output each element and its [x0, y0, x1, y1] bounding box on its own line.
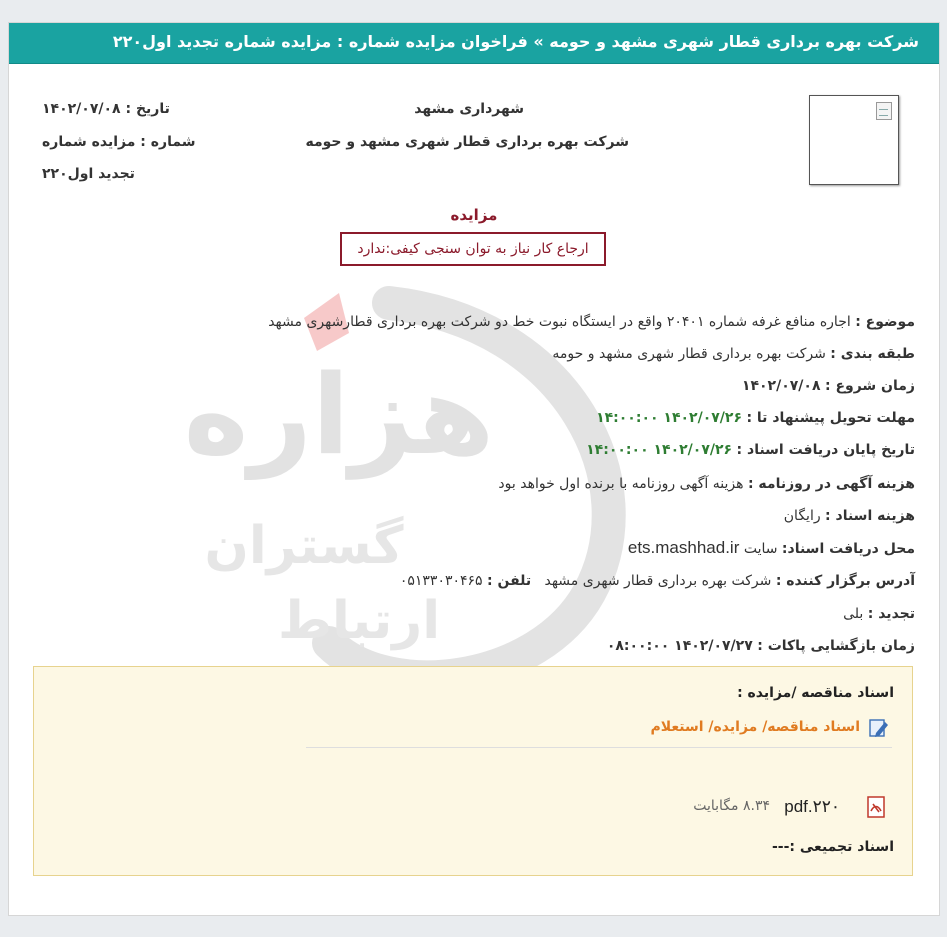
- divider: [306, 747, 892, 748]
- documents-link[interactable]: اسناد مناقصه/ مزایده/ استعلام: [650, 719, 860, 735]
- address-value: شرکت بهره برداری قطار شهری مشهد: [544, 573, 772, 589]
- logo-image: [809, 95, 899, 185]
- category-row: [552, 346, 915, 362]
- tender-page: [8, 22, 940, 916]
- renewal-label: تجدید :: [867, 606, 915, 622]
- deadline-label: مهلت تحویل پیشنهاد تا :: [746, 410, 915, 426]
- doc-place-row: [628, 538, 915, 558]
- pdf-file-icon[interactable]: [866, 796, 886, 818]
- start-label: زمان شروع :: [824, 378, 915, 394]
- ad-cost-value: هزینه آگهی روزنامه با برنده اول خواهد بود: [498, 476, 744, 492]
- doc-cost-row: [784, 508, 915, 524]
- doc-end-value: ۱۴۰۲/۰۷/۲۶ ۱۴:۰۰:۰۰: [586, 442, 733, 458]
- doc-cost-label: هزینه اسناد :: [825, 508, 915, 524]
- opening-row: [607, 638, 915, 654]
- doc-site-link[interactable]: ets.mashhad.ir: [627, 538, 740, 557]
- renewal-value: بلی: [843, 606, 864, 622]
- category-label: طبقه بندی :: [830, 346, 915, 362]
- doc-cost-value: رایگان: [783, 508, 821, 524]
- doc-end-row: [586, 442, 915, 458]
- watermark-brand-sub2: ارتباط: [277, 591, 441, 651]
- edit-pencil-icon[interactable]: [868, 717, 890, 739]
- title-bar: [9, 23, 939, 64]
- company-name: شرکت بهره برداری قطار شهری مشهد و حومه: [305, 134, 629, 150]
- ad-cost-label: هزینه آگهی در روزنامه :: [747, 476, 915, 492]
- doc-place-value: سایت: [743, 541, 778, 557]
- deadline-value: ۱۴۰۲/۰۷/۲۶ ۱۴:۰۰:۰۰: [596, 410, 742, 426]
- assessment-box: ارجاع کار نیاز به توان سنجی کیفی:ندارد: [340, 232, 606, 266]
- number-line-cont: تجدید اول۲۲۰: [42, 166, 135, 182]
- subject-value: اجاره منافع غرفه شماره ۲۰۴۰۱ واقع در ایستگاه نبوت خط دو شرکت بهره برداری قطارشهری مشهد: [268, 314, 851, 330]
- category-value: شرکت بهره برداری قطار شهری مشهد و حومه: [552, 346, 826, 362]
- subject-label: موضوع :: [855, 314, 915, 330]
- pdf-file-link[interactable]: pdf.۲۲۰: [784, 797, 840, 816]
- documents-box: [33, 666, 913, 876]
- watermark-logo: [89, 263, 649, 723]
- phone-label: تلفن :: [487, 573, 532, 589]
- page-title: شرکت بهره برداری قطار شهری مشهد و حومه » فراخوان مزایده شماره : مزایده شماره تجدید اول۲۲۰: [112, 32, 919, 51]
- phone-value: ۰۵۱۳۳۰۳۰۴۶۵: [399, 573, 483, 589]
- renewal-row: [843, 606, 915, 622]
- broken-image-icon: [876, 102, 892, 120]
- doc-end-label: تاریخ پایان دریافت اسناد :: [736, 442, 915, 458]
- subject-row: [268, 314, 915, 330]
- watermark-brand-main: هزاره: [183, 351, 495, 479]
- number-line: شماره : مزایده شماره: [42, 134, 196, 150]
- org-name: شهرداری مشهد: [414, 101, 524, 117]
- bundle-documents: اسناد تجمیعی :---: [771, 839, 894, 855]
- pdf-file-size: ۸.۳۴ مگابایت: [693, 798, 770, 814]
- start-value: ۱۴۰۲/۰۷/۰۸: [741, 378, 821, 394]
- doc-place-label: محل دریافت اسناد:: [781, 541, 915, 557]
- auction-title: مزایده: [450, 206, 498, 224]
- opening-value: ۱۴۰۲/۰۷/۲۷ ۰۸:۰۰:۰۰: [606, 638, 753, 654]
- start-row: [742, 378, 915, 394]
- deadline-row: [596, 410, 915, 426]
- watermark-brand-sub1: گستران: [204, 516, 404, 576]
- documents-title: اسناد مناقصه /مزایده :: [737, 685, 894, 701]
- date-line: تاریخ : ۱۴۰۲/۰۷/۰۸: [42, 101, 170, 117]
- address-row: [400, 573, 915, 589]
- opening-label: زمان بازگشایی پاکات :: [757, 638, 915, 654]
- address-label: آدرس برگزار کننده :: [775, 573, 915, 589]
- ad-cost-row: [498, 476, 915, 492]
